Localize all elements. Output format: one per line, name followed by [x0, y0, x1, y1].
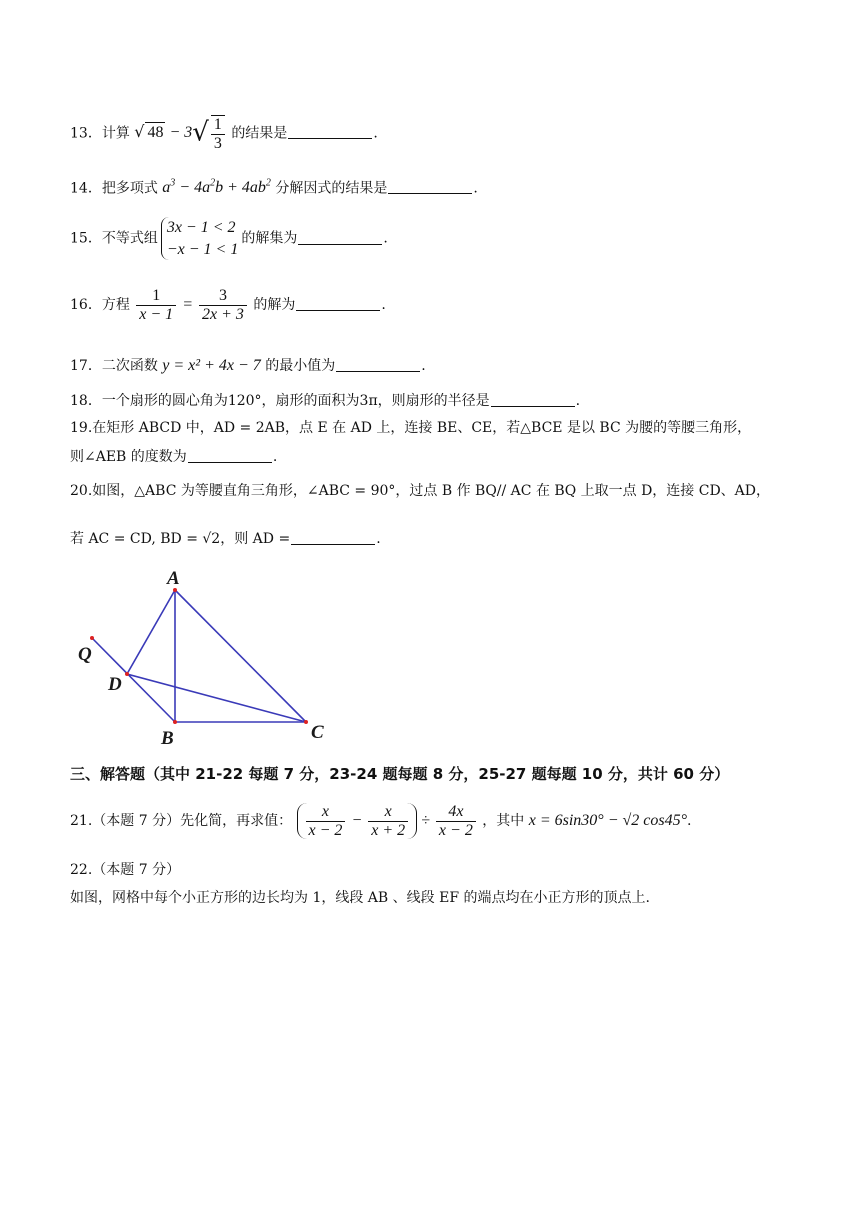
point-q — [90, 636, 94, 640]
q15-system — [161, 217, 239, 260]
question-16: 16．方程 $\frac{1}{x - 1}$ = $\frac{3}{2x + 3}$ 的解为 . — [70, 287, 386, 323]
q20-line1: 如图，△ABC 为等腰直角三角形，∠ABC = 90°，过点 B 作 BQ// AC 在 BQ 上取一点 D，连接 CD、AD， — [92, 483, 771, 499]
segment-cd — [127, 674, 306, 722]
q22-body: 如图，网格中每个小正方形的边长均为 1，线段 AB 、线段 EF 的端点均在小正方形的顶点上. — [70, 890, 650, 906]
label-c: C — [311, 722, 324, 743]
point-d — [125, 672, 129, 676]
q15-suffix: 的解集为 — [241, 230, 298, 247]
q17-answer-blank[interactable] — [336, 357, 420, 372]
q19-number: 19. — [70, 420, 93, 436]
q20-line2: 若 AC = CD, BD = √2，则 AD = — [70, 531, 291, 547]
q19-answer-blank[interactable] — [188, 448, 272, 463]
q17-suffix: 的最小值为 — [265, 358, 336, 374]
q22-number: 22. — [70, 862, 93, 878]
label-d: D — [108, 674, 122, 695]
question-21: 21.（本题 7 分）先化简，再求值： $\frac{x}{x - 2}$ − $\frac{x}{x + 2}$ ÷ $\frac{4x}{x - 2}$ ，其中 x = 6sin30° − √2 cos45°. — [70, 803, 692, 839]
q21-condition: x = 6sin30° − √2 cos45° — [528, 811, 688, 829]
q13-suffix: 的结果是 — [231, 125, 288, 142]
question-20-cont: 若 AC = CD, BD = √2，则 AD = . — [70, 531, 381, 547]
point-b — [173, 720, 177, 724]
segment-ac — [175, 590, 306, 722]
q18-text: 一个扇形的圆心角为120°，扇形的面积为3π，则扇形的半径是 — [101, 393, 490, 409]
q15-number: 15． — [70, 230, 102, 247]
question-14: 14．把多项式 $a^3 - 4a^2b + 4ab^2$ 分解因式的结果是 . — [70, 178, 478, 197]
question-20 — [70, 483, 770, 500]
q15-prefix: 不等式组 — [101, 230, 158, 247]
question-22 — [70, 862, 180, 879]
question-17: 17．二次函数 y = x² + 4x − 7 的最小值为 . — [70, 357, 426, 374]
q21-prefix: （本题 7 分）先化简，再求值： — [92, 812, 293, 829]
label-b: B — [161, 728, 174, 749]
q20-answer-blank[interactable] — [291, 530, 375, 545]
q16-answer-blank[interactable] — [296, 296, 380, 311]
section-3-heading: 三、解答题（其中 21-22 每题 7 分，23-24 题每题 8 分，25-27 题每题 10 分，共计 60 分） — [70, 765, 730, 783]
triangle-figure — [70, 560, 340, 750]
q19-line1: 在矩形 ABCD 中，AD = 2AB，点 E 在 AD 上，连接 BE、CE，若△BCE 是以 BC 为腰的等腰三角形， — [92, 420, 752, 436]
q17-number: 17． — [70, 358, 102, 374]
q13-number: 13． — [70, 125, 102, 142]
q21-mid: ，其中 — [482, 812, 525, 829]
question-22-body — [70, 890, 650, 907]
q14-suffix: 分解因式的结果是 — [275, 180, 388, 197]
q14-number: 14． — [70, 180, 102, 197]
q16-equation: $\frac{1}{x - 1}$ = $\frac{3}{2x + 3}$ — [134, 296, 249, 313]
q20-number: 20. — [70, 483, 93, 499]
q13-answer-blank[interactable] — [288, 124, 372, 139]
q21-number: 21. — [70, 812, 93, 829]
q18-number: 18． — [70, 393, 102, 409]
question-18: 18．一个扇形的圆心角为120°，扇形的面积为3π，则扇形的半径是 . — [70, 393, 581, 409]
q16-suffix: 的解为 — [253, 296, 296, 313]
label-a: A — [167, 568, 180, 589]
q13-expression: √ 48 − 3√ $\frac{1}{3}$ — [134, 124, 227, 141]
segment-ad — [127, 590, 175, 674]
q14-expression: $a^3 - 4a^2b + 4ab^2$ — [162, 178, 271, 197]
question-13: 13．计算 √ 48 − 3√ $\frac{1}{3}$ 的结果是 . — [70, 116, 378, 152]
q16-prefix: 方程 — [101, 296, 130, 313]
q15-inequality-1: 3x − 1 < 2 — [166, 219, 236, 236]
q16-number: 16． — [70, 296, 102, 313]
q14-prefix: 把多项式 — [101, 180, 158, 197]
question-15: 15．不等式组 3x − 1 < 2 −x − 1 < 1 的解集为 . — [70, 217, 388, 260]
q15-inequality-2: −x − 1 < 1 — [166, 240, 239, 258]
question-19 — [70, 420, 751, 437]
q14-answer-blank[interactable] — [388, 179, 472, 194]
segment-bq — [92, 638, 175, 722]
question-19-cont: 则∠AEB 的度数为 . — [70, 449, 278, 465]
q21-expression: $\frac{x}{x - 2}$ − $\frac{x}{x + 2}$ ÷ $\frac{4x}{x - 2}$ — [297, 812, 478, 829]
q22-head: （本题 7 分） — [92, 862, 181, 878]
q15-answer-blank[interactable] — [298, 230, 382, 245]
point-c — [304, 720, 308, 724]
label-q: Q — [78, 644, 92, 665]
q19-line2: 则∠AEB 的度数为 — [70, 449, 187, 465]
q18-answer-blank[interactable] — [491, 392, 575, 407]
q13-prefix: 计算 — [101, 125, 130, 142]
q17-function: y = x² + 4x − 7 — [162, 357, 261, 374]
q17-prefix: 二次函数 — [101, 358, 158, 374]
